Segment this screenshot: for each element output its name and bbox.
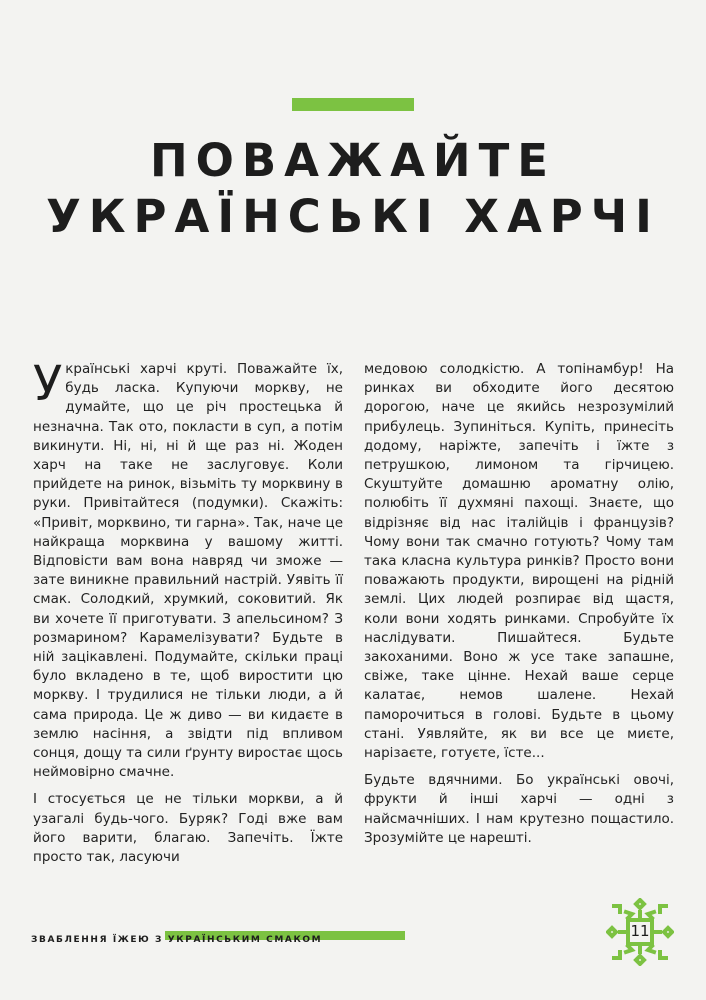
running-title: ЗВАБЛЕННЯ ЇЖЕЮ З УКРАЇНСЬКИМ СМАКОМ xyxy=(31,935,323,945)
page-number: 11 xyxy=(630,922,650,940)
title-accent-bar xyxy=(292,98,414,111)
paragraph: І стосується це не тільки моркви, а й узагалі будь-чого. Буряк? Годі вже вам його варити, благаю. Запечіть. Їжте просто так, ласуючи xyxy=(33,791,343,866)
page-title-line-2: УКРАЇНСЬКІ ХАРЧІ xyxy=(46,190,660,243)
text-column-right xyxy=(364,360,674,856)
text-column-left xyxy=(33,356,343,875)
drop-cap: У xyxy=(33,356,63,412)
paragraph: Будьте вдячними. Бо українські овочі, фрукти й інші харчі — одні з найсмачніших. І нам крутезно пощастило. Зрозумійте це нарешті. xyxy=(364,772,674,846)
page-title-line-1: ПОВАЖАЙТЕ xyxy=(149,134,557,187)
paragraph: медовою солодкістю. А топінамбур! На ринках ви обходите його десятою дорогою, наче це якийсь незрозумілий прибулець. Зупиніться. Купіть, принесіть додому, наріжте, запечіть і їжте з петрушкою, лимоном та гірчицею. Скуштуйте домашню ароматну олію, полюбіть її духмяні пахощі. Знаєте, що відрізняє від нас італійців і французів? Чому вони так смачно готують? Чому там така класна культура ринків? Просто вони поважають продукти, вирощені на рідній землі. Цих людей розпирає від щастя, коли вони ходять ринками. Спробуйте їх наслідувати. Пишайтеся. Будьте закоханими. Воно ж усе таке запашне, свіже, таке цінне. Нехай ваше серце калатає, немов шалене. Нехай паморочиться в голові. Будьте в цьому стані. Уявляйте, як ви все це миєте, нарізаєте, готуєте, їсте... xyxy=(364,361,674,762)
paragraph-text: країнські харчі круті. Поважайте їх, будь ласка. Купуючи моркву, не думайте, що це річ простецька й незначна. Так ото, покласти в суп, а потім викинути. Ні, ні, ні й ще раз ні. Жоден харч на таке не заслуговує. Коли прийдете на ринок, візьміть ту морквину в руки. Привітайтеся (подумки). Скажіть: «Привіт, морквино, ти гарна». Так, наче це найкраща морквина у вашому житті. Відповісти вам вона навряд чи зможе — зате виникне правильний настрій. Уявіть її смак. Солодкий, хрумкий, соковитий. Як ви хочете її приготувати. З апельсином? З розмарином? Карамелізувати? Будьте в ній зацікавлені. Подумайте, скільки праці було вкладено в те, щоб виростити цю моркву. І трудилися не тільки люди, а й сама природа. Це ж диво — ви кидаєте в землю насіння, а звідти під впливом сонця, дощу та сили ґрунту виростає щось неймовірно смачне. xyxy=(33,361,343,781)
paragraph xyxy=(33,356,343,782)
